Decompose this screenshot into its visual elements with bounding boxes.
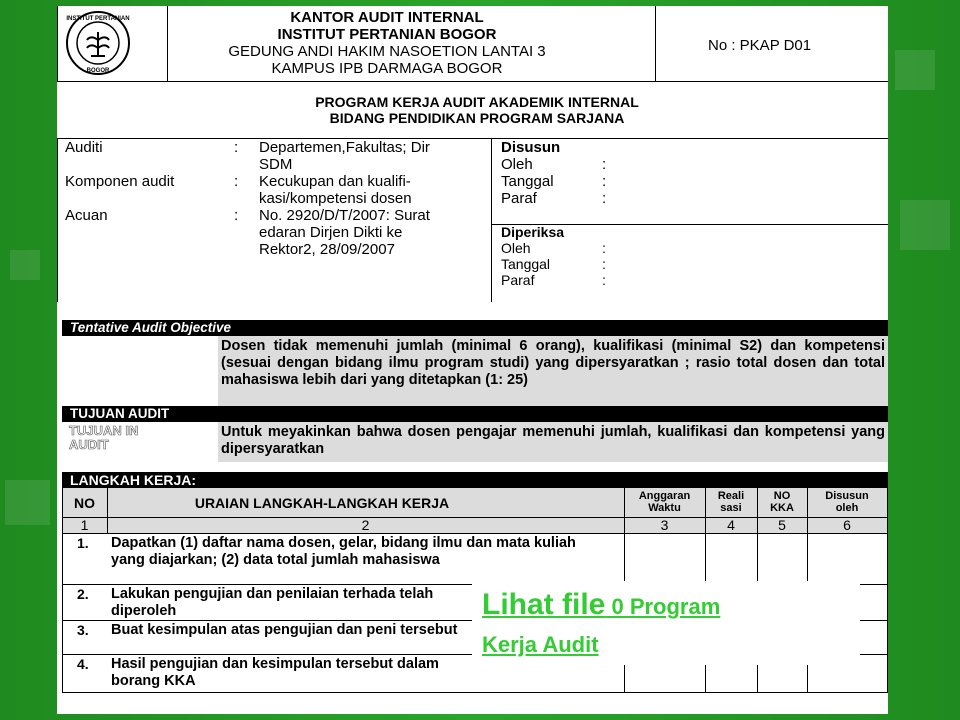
colon: : [602,240,606,256]
acuan-value: No. 2920/D/T/2007: Surat [259,207,430,224]
column-number: 1 [80,517,89,533]
col-header-realisasi: sasi [720,502,742,514]
diperiksa-tanggal-label: Tanggal [501,256,551,272]
col-header-no: NO [74,495,95,511]
auditi-value: Departemen,Fakultas; Dir [259,139,430,156]
col-header-uraian: URAIAN LANGKAH-LANGKAH KERJA [194,495,450,511]
auditi-value: SDM [259,156,293,173]
colon: : [234,173,239,190]
colon: : [602,173,607,190]
column-number: 3 [660,517,669,533]
auditi-label: Auditi [65,139,103,156]
acuan-value: Rektor2, 28/09/2007 [259,241,395,258]
colon: : [234,207,239,224]
step-text: Lakukan pengujian dan penilaian terhada telah diperoleh [111,586,434,619]
link-text: Lihat file [482,588,606,621]
column-number: 6 [843,517,851,533]
step-number: 2. [77,586,89,602]
diperiksa-oleh-label: Oleh [501,240,531,256]
col-header-disusun: Disusun [825,490,869,502]
tujuan-text: Untuk meyakinkan bahwa dosen pengajar memenuhi jumlah, kualifikasi dan kompetensi yang dipersyaratkan [221,424,885,457]
col-header-realisasi: Reali [717,490,745,502]
step-text: Hasil pengujian dan kesimpulan tersebut dalam borang KKA [111,656,439,689]
tujuan-ghost-label: AUDIT [69,437,109,452]
komponen-label: Komponen audit [65,173,175,190]
program-file-link[interactable] [482,586,720,664]
col-header-anggaran: Anggaran [638,490,691,502]
program-title-line-1: PROGRAM KERJA AUDIT AKADEMIK INTERNAL [315,94,639,110]
org-line-4: KAMPUS IPB DARMAGA BOGOR [271,60,503,77]
col-header-kka: NO [773,490,791,502]
disusun-title: Disusun [501,139,561,156]
tujuan-ghost-label: TUJUAN IN [69,423,139,438]
column-number: 5 [778,517,786,533]
document-number: No : PKAP D01 [708,37,812,54]
colon: : [602,190,607,207]
komponen-value: kasi/kompetensi dosen [259,190,412,207]
step-text: Buat kesimpulan atas pengujian dan peni tersebut [111,622,458,638]
col-header-disusun: oleh [835,502,859,514]
komponen-value: Kecukupan dan kualifi- [259,173,411,190]
diperiksa-title: Diperiksa [501,224,565,240]
col-header-kka: KKA [770,502,794,514]
step-number: 4. [77,656,89,672]
disusun-tanggal-label: Tanggal [501,173,554,190]
org-line-3: GEDUNG ANDI HAKIM NASOETION LANTAI 3 [228,43,546,60]
objective-text: Dosen tidak memenuhi jumlah (minimal 6 orang), kualifikasi (minimal S2) dan kompetensi (sesuai dengan bidang ilmu program studi) yang dipersyaratkan ; rasio total dosen dan total mahasiswa lebih dari yang ditetapkan (1: 25) [221,338,885,388]
logo-ring-text: INSTITUT PERTANIAN [66,16,130,22]
objective-label-cell [62,336,218,406]
logo-ring-text: BOGOR [86,68,110,74]
colon: : [602,256,606,272]
diperiksa-paraf-label: Paraf [501,272,535,288]
step-text: Dapatkan (1) daftar nama dosen, gelar, bidang ilmu dan mata kuliah yang diajarkan; (2) data total jumlah mahasiswa [111,535,576,568]
link-text: Kerja Audit [482,632,599,657]
objective-header: Tentative Audit Objective [62,320,888,336]
colon: : [602,156,607,173]
disusun-paraf-label: Paraf [501,190,537,207]
ipb-logo-icon [65,10,131,76]
background-square [5,480,50,525]
col-header-anggaran: Waktu [648,502,681,514]
colon: : [234,139,239,156]
colon: : [602,272,606,288]
column-number: 2 [361,517,370,533]
step-number: 1. [77,535,89,551]
background-square [895,50,935,90]
org-line-1: KANTOR AUDIT INTERNAL [290,9,484,26]
tujuan-header: TUJUAN AUDIT [62,406,888,422]
org-line-2: INSTITUT PERTANIAN BOGOR [277,26,497,43]
column-number: 4 [727,517,735,533]
link-text: 0 Program [611,594,721,619]
step-number: 3. [77,622,89,638]
disusun-oleh-label: Oleh [501,156,533,173]
langkah-header: LANGKAH KERJA: [62,472,888,488]
background-square [900,200,950,250]
acuan-label: Acuan [65,207,108,224]
background-square [10,250,40,280]
acuan-value: edaran Dirjen Dikti ke [259,224,403,241]
program-title-line-2: BIDANG PENDIDIKAN PROGRAM SARJANA [329,110,625,126]
